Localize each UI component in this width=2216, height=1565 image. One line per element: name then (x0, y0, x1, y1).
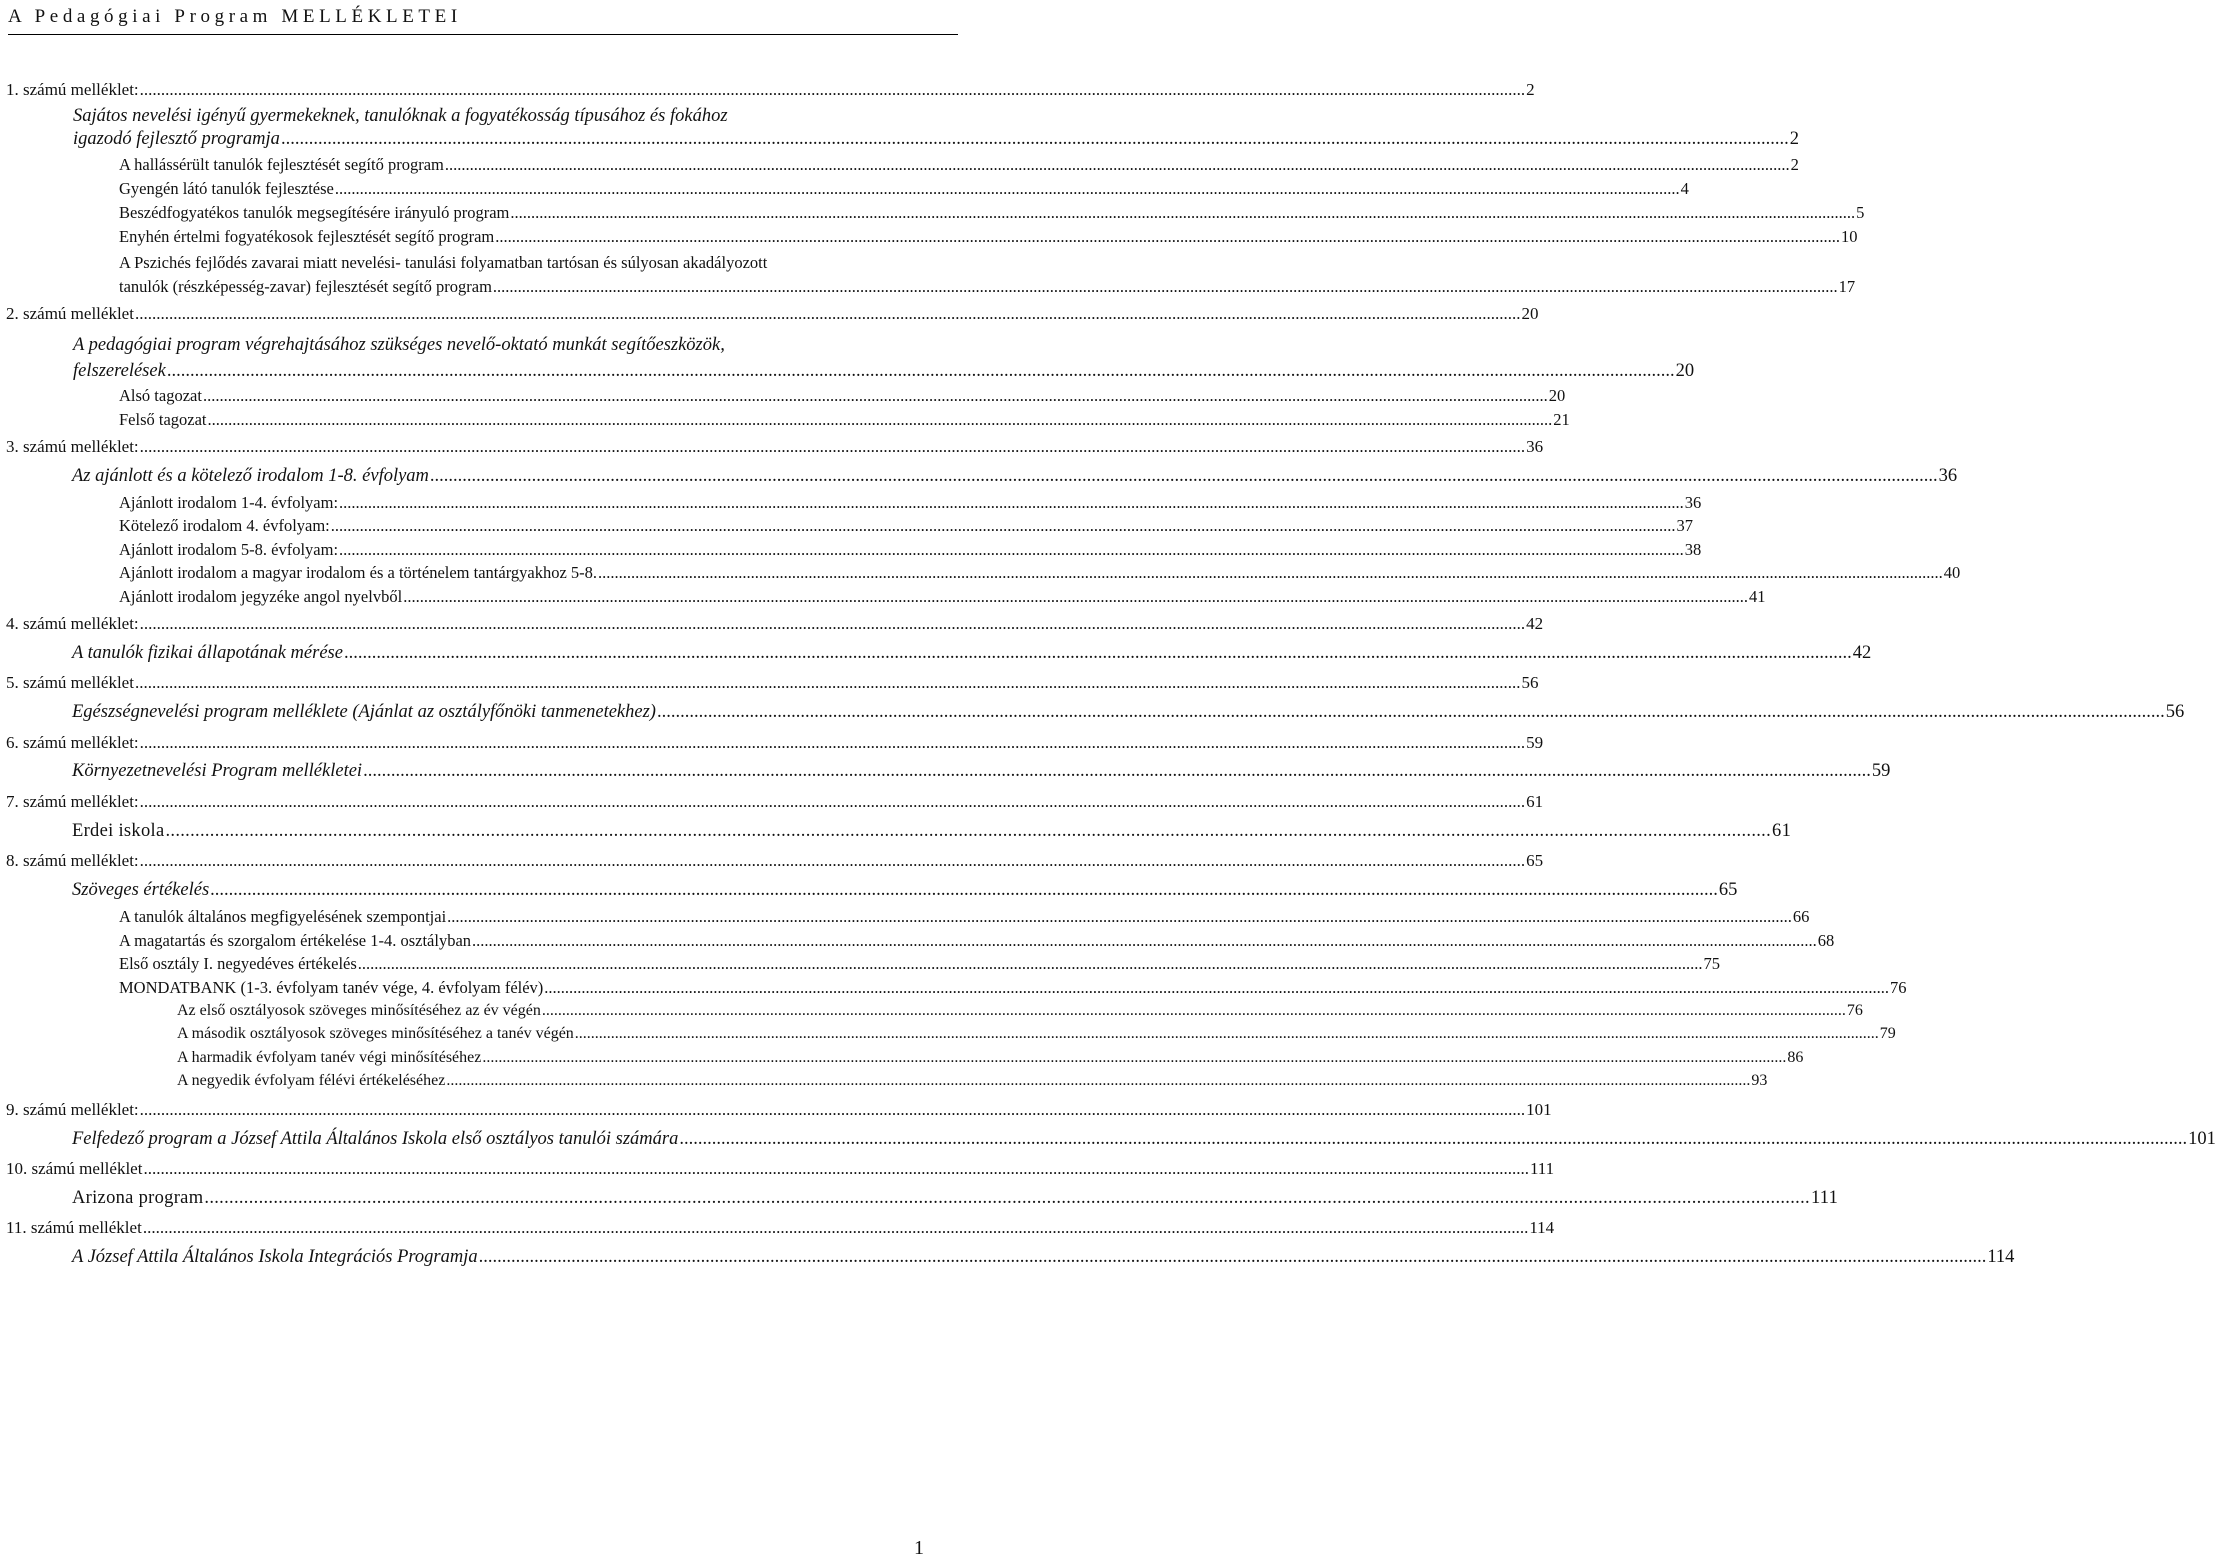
toc-leader-dots (140, 792, 1526, 812)
toc-entry-page: 5 (1856, 203, 1865, 222)
toc-entry[interactable] (72, 821, 1792, 842)
toc-leader-dots (331, 516, 1676, 536)
toc-leader-dots (358, 954, 1703, 974)
toc-leader-dots (510, 203, 1855, 223)
toc-entry[interactable] (72, 761, 1891, 782)
toc-entry-page: 20 (1548, 386, 1566, 405)
toc-entry-page: 2 (1790, 155, 1799, 174)
toc-entry-page: 65 (1526, 851, 1544, 870)
toc-entry-label: Felső tagozat (119, 410, 207, 429)
toc-entry-page: 38 (1684, 540, 1702, 559)
toc-entry-page: 36 (1938, 466, 1958, 486)
toc-entry[interactable] (177, 1002, 1863, 1020)
toc-entry-page: 59 (1871, 761, 1891, 781)
toc-entry-page: 79 (1879, 1025, 1896, 1042)
toc-entry-page: 20 (1521, 304, 1539, 323)
toc-entry-label: Szöveges értékelés (72, 880, 210, 900)
toc-entry-page: 61 (1772, 821, 1792, 841)
toc-entry-label: Alsó tagozat (119, 386, 202, 405)
toc-leader-dots (679, 1129, 2187, 1150)
toc-entry-label: Ajánlott irodalom 1-4. évfolyam: (119, 493, 339, 512)
toc-entry-page: 68 (1817, 931, 1835, 950)
toc-entry-label: 6. számú melléklet: (6, 733, 139, 752)
toc-entry-label: A tanulók általános megfigyelésének szempontjai (119, 907, 447, 926)
toc-entry[interactable] (6, 733, 1544, 753)
toc-entry-page: 66 (1792, 907, 1810, 926)
toc-entry-label: 9. számú melléklet: (6, 1100, 139, 1119)
toc-leader-dots (335, 179, 1680, 199)
toc-entry[interactable] (119, 516, 1694, 536)
toc-entry-label: Felfedező program a József Attila Általános Iskola első osztályos tanulói számára (72, 1129, 679, 1149)
toc-entry-page: 111 (1810, 1188, 1839, 1208)
toc-entry[interactable] (119, 931, 1835, 951)
toc-entry-label: igazodó fejlesztő programja (73, 129, 280, 149)
toc-entry[interactable] (119, 954, 1721, 974)
toc-entry-page: 10 (1841, 227, 1858, 246)
toc-entry[interactable] (119, 227, 1858, 247)
toc-entry[interactable] (119, 540, 1702, 560)
toc-entry-label: Egészségnevelési program melléklete (Ajánlat az osztályfőnöki tanmenetekhez) (72, 702, 656, 722)
toc-entry[interactable] (72, 643, 1872, 664)
toc-entry-label: Ajánlott irodalom a magyar irodalom és a történelem tantárgyakhoz 5-8. (119, 563, 598, 582)
toc-leader-dots (430, 466, 1938, 487)
toc-leader-dots (542, 1002, 1846, 1020)
toc-entry-page: 114 (1987, 1247, 2015, 1267)
toc-entry-page: 76 (1890, 978, 1907, 997)
toc-leader-dots (575, 1025, 1879, 1043)
toc-entry[interactable] (6, 304, 1539, 324)
toc-entry[interactable] (72, 1188, 1839, 1209)
toc-entry-page: 101 (2188, 1129, 2216, 1149)
toc-entry[interactable] (6, 851, 1544, 871)
toc-entry-page: 75 (1703, 954, 1721, 973)
toc-entry-label: 5. számú melléklet (6, 673, 134, 692)
toc-leader-dots (165, 821, 1771, 842)
toc-entry[interactable] (72, 1129, 2216, 1150)
toc-entry[interactable] (119, 179, 1689, 199)
toc-entry-page: 56 (1521, 673, 1539, 692)
toc-leader-dots (210, 880, 1718, 901)
toc-entry-label: Erdei iskola (72, 821, 165, 841)
toc-leader-dots (135, 304, 1521, 324)
toc-leader-dots (495, 227, 1840, 247)
toc-entry-page: 2 (1789, 129, 1799, 149)
toc-entry-label: Ajánlott irodalom jegyzéke angol nyelvből (119, 587, 403, 606)
toc-entry-label: Enyhén értelmi fogyatékosok fejlesztését segítő program (119, 227, 495, 246)
toc-leader-dots (446, 1072, 1750, 1090)
toc-entry[interactable] (73, 105, 1799, 151)
header-title: A Pedagógiai Program MELLÉKLETEI (8, 6, 462, 27)
toc-leader-dots (135, 673, 1521, 693)
toc-leader-dots (482, 1049, 1786, 1067)
toc-entry-label: Első osztály I. negyedéves értékelés (119, 954, 357, 973)
toc-leader-dots (472, 931, 1817, 951)
toc-leader-dots (140, 851, 1526, 871)
toc-entry[interactable] (6, 437, 1544, 457)
toc-entry[interactable] (72, 466, 1958, 487)
page-number: 1 (914, 1537, 924, 1559)
toc-entry-label: Környezetnevelési Program mellékletei (72, 761, 363, 781)
toc-leader-dots (598, 563, 1943, 583)
toc-entry-label: A magatartás és szorgalom értékelése 1-4. osztályban (119, 931, 472, 950)
toc-entry-label: Ajánlott irodalom 5-8. évfolyam: (119, 540, 339, 559)
toc-leader-dots (447, 907, 1792, 927)
toc-leader-dots (281, 128, 1789, 151)
toc-entry[interactable] (6, 792, 1544, 812)
toc-leader-dots (140, 80, 1526, 100)
toc-entry[interactable] (72, 702, 2185, 723)
toc-entry[interactable] (6, 673, 1539, 693)
toc-entry-page: 20 (1675, 361, 1695, 381)
toc-entry-label: A harmadik évfolyam tanév végi minősítéséhez (177, 1049, 482, 1066)
toc-entry-label: A második osztályosok szöveges minősítéséhez a tanév végén (177, 1025, 574, 1042)
toc-entry-label: Kötelező irodalom 4. évfolyam: (119, 516, 330, 535)
toc-leader-dots (140, 437, 1526, 457)
toc-entry-page: 59 (1526, 733, 1544, 752)
toc-entry[interactable] (177, 1049, 1804, 1067)
toc-entry-label: A negyedik évfolyam félévi értékeléséhez (177, 1072, 446, 1089)
toc-entry[interactable] (119, 410, 1570, 430)
toc-leader-dots (339, 493, 1684, 513)
toc-entry[interactable] (119, 251, 1856, 299)
toc-entry[interactable] (177, 1072, 1768, 1090)
toc-entry-label: 2. számú melléklet (6, 304, 134, 323)
toc-entry[interactable] (119, 203, 1865, 223)
toc-leader-dots (167, 358, 1675, 384)
toc-entry-label: felszerelések (73, 361, 166, 381)
toc-entry[interactable] (72, 1247, 2015, 1268)
toc-entry-label: 10. számú melléklet (6, 1159, 143, 1178)
toc-leader-dots (140, 1100, 1526, 1120)
toc-leader-dots (445, 155, 1790, 175)
toc-entry[interactable] (119, 587, 1766, 607)
toc-entry[interactable] (119, 493, 1702, 513)
toc-entry-label: 4. számú melléklet: (6, 614, 139, 633)
toc-entry-label: Az ajánlott és a kötelező irodalom 1-8. évfolyam (72, 466, 429, 486)
toc-entry-page: 21 (1553, 410, 1570, 429)
toc-entry[interactable] (6, 80, 1535, 100)
toc-entry[interactable] (6, 1218, 1555, 1238)
toc-entry-page: 61 (1526, 792, 1544, 811)
toc-entry-page: 56 (2165, 702, 2185, 722)
toc-entry[interactable] (119, 978, 1907, 998)
toc-entry-label-line1: A pedagógiai program végrehajtásához szükséges nevelő-oktató munkát segítőeszközök, (73, 335, 725, 355)
toc-entry-page: 40 (1943, 563, 1961, 582)
toc-entry[interactable] (6, 1100, 1552, 1120)
toc-entry-label: Gyengén látó tanulók fejlesztése (119, 179, 334, 198)
toc-entry-page: 93 (1751, 1072, 1768, 1089)
toc-entry-label-line1: A Pszichés fejlődés zavarai miatt nevelési- tanulási folyamatban tartósan és súlyosan akadályozott (119, 253, 768, 272)
toc-entry-page: 2 (1526, 80, 1535, 99)
toc-leader-dots (203, 386, 1548, 406)
toc-entry-label: A József Attila Általános Iskola Integrációs Programja (72, 1247, 478, 1267)
page-header (8, 4, 958, 35)
toc-leader-dots (208, 410, 1553, 430)
toc-entry-label: 7. számú melléklet: (6, 792, 139, 811)
toc-entry-page: 65 (1718, 880, 1738, 900)
toc-entry[interactable] (177, 1025, 1896, 1043)
toc-leader-dots (140, 733, 1526, 753)
toc-leader-dots (140, 614, 1526, 634)
toc-entry-label: Beszédfogyatékos tanulók megsegítésére irányuló program (119, 203, 510, 222)
toc-leader-dots (344, 643, 1852, 664)
toc-leader-dots (544, 978, 1889, 998)
toc-entry[interactable] (72, 880, 1738, 901)
toc-entry-label: Arizona program (72, 1188, 204, 1208)
toc-entry-page: 37 (1676, 516, 1694, 535)
toc-leader-dots (339, 540, 1684, 560)
toc-entry-label: MONDATBANK (1-3. évfolyam tanév vége, 4. évfolyam félév) (119, 978, 544, 997)
toc-entry-label: 3. számú melléklet: (6, 437, 139, 456)
toc-entry-page: 41 (1748, 587, 1766, 606)
toc-leader-dots (493, 275, 1838, 299)
toc-entry-page: 111 (1529, 1159, 1555, 1178)
toc-leader-dots (143, 1159, 1529, 1179)
toc-entry-page: 36 (1684, 493, 1702, 512)
toc-entry-page: 36 (1526, 437, 1544, 456)
toc-entry-label: Az első osztályosok szöveges minősítéséhez az év végén (177, 1002, 541, 1019)
toc-entry-page: 114 (1529, 1218, 1555, 1237)
toc-entry-label: 11. számú melléklet (6, 1218, 142, 1237)
toc-entry-page: 4 (1680, 179, 1689, 198)
toc-entry-label: 8. számú melléklet: (6, 851, 139, 870)
toc-leader-dots (363, 761, 1871, 782)
toc-entry-label: 1. számú melléklet: (6, 80, 139, 99)
toc-entry-page: 76 (1846, 1002, 1863, 1019)
toc-leader-dots (204, 1188, 1810, 1209)
toc-entry-page: 42 (1852, 643, 1872, 663)
toc-entry[interactable] (6, 614, 1544, 634)
toc-entry-page: 42 (1526, 614, 1544, 633)
toc-entry-label-line1: Sajátos nevelési igényű gyermekeknek, tanulóknak a fogyatékosság típusához és fokához (73, 106, 728, 126)
toc-leader-dots (479, 1247, 1987, 1268)
toc-leader-dots (657, 702, 2165, 723)
toc-entry-page: 86 (1787, 1049, 1804, 1066)
toc-entry-page: 17 (1838, 277, 1856, 296)
toc-leader-dots (143, 1218, 1529, 1238)
toc-entry-label: A hallássérült tanulók fejlesztését segítő program (119, 155, 444, 174)
toc-entry-page: 101 (1526, 1100, 1552, 1119)
toc-entry-label: tanulók (részképesség-zavar) fejlesztését segítő program (119, 277, 492, 296)
toc-entry-label: A tanulók fizikai állapotának mérése (72, 643, 343, 663)
toc-entry[interactable] (119, 386, 1566, 406)
toc-leader-dots (403, 587, 1748, 607)
toc-entry[interactable] (119, 563, 1961, 583)
toc-entry[interactable] (6, 1159, 1555, 1179)
toc-entry[interactable] (119, 907, 1810, 927)
toc-entry[interactable] (73, 332, 1695, 384)
toc-entry[interactable] (119, 155, 1799, 175)
